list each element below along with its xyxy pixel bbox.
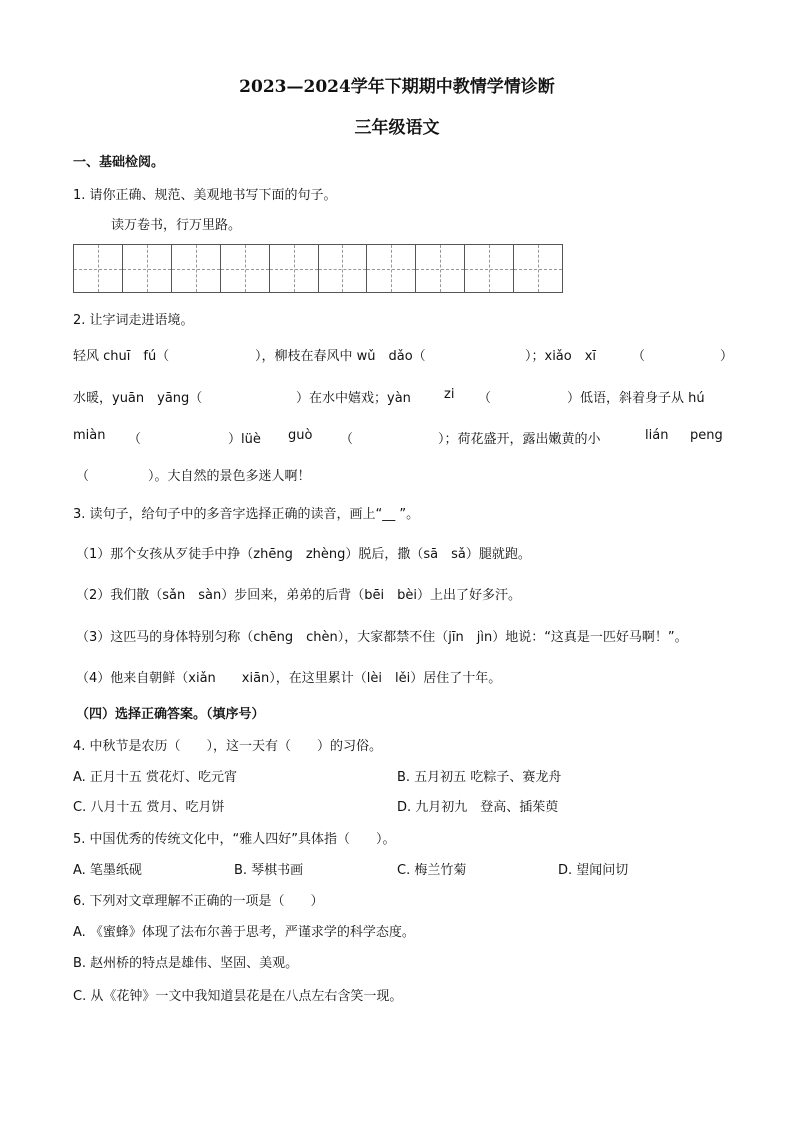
question-3-item: （3）这匹马的身体特别匀称（chēng chèn），大家都禁不住（jīn jìn）地说：“这真是一匹好马啊！”。 (76, 630, 688, 645)
writing-grid-cell[interactable] (123, 245, 172, 292)
q2-line1-seg: ），柳枝在春风中 wǔ dǎo（ (255, 349, 426, 364)
question-3-item: （2）我们散（sǎn sàn）步回来，弟弟的后背（bēi bèi）上出了好多汗。 (76, 588, 521, 603)
question-5-option-b[interactable]: B. 琴棋书画 (234, 863, 304, 878)
q2-line3-seg: ）；荷花盛开，露出嫩黄的小 (438, 432, 601, 447)
question-5-option-d[interactable]: D. 望闻问切 (558, 863, 629, 878)
q2-line1-seg: 轻风 chuī fú（ (73, 349, 170, 364)
question-4-option-d[interactable]: D. 九月初九 登高、插茱萸 (397, 800, 559, 815)
q2-line3-seg: lián (645, 428, 669, 443)
question-3-prompt: 3. 读句子，给句子中的多音字选择正确的读音，画上“__ ”。 (73, 507, 420, 522)
q2-line4-seg: ）。大自然的景色多迷人啊！ (148, 469, 311, 484)
writing-grid-cell[interactable] (172, 245, 221, 292)
question-1-prompt: 1. 请你正确、规范、美观地书写下面的句子。 (73, 188, 337, 203)
q2-line1-seg: （ (632, 349, 646, 364)
q2-line4-seg: （ (76, 469, 90, 484)
q2-line2-seg: ）在水中嬉戏；yàn (296, 391, 411, 406)
question-5-prompt: 5. 中国优秀的传统文化中，“雅人四好”具体指（ ）。 (73, 832, 396, 847)
question-5-option-a[interactable]: A. 笔墨纸砚 (73, 863, 142, 878)
question-6-prompt: 6. 下列对文章理解不正确的一项是（ ） (73, 894, 324, 909)
writing-grid-cell[interactable] (514, 245, 562, 292)
question-4-option-a[interactable]: A. 正月十五 赏花灯、吃元宵 (73, 770, 238, 785)
q2-line1-seg: ） (720, 349, 734, 364)
question-6-option-c[interactable]: C. 从《花钟》一文中我知道昙花是在八点左右含笑一现。 (73, 989, 403, 1004)
question-3-item: （1）那个女孩从歹徒手中挣（zhēng zhèng）脱后，撒（sā sǎ）腿就跑。 (76, 547, 531, 562)
q2-line3-seg: ）lüè (228, 432, 261, 447)
q2-line3-seg: （ (340, 432, 354, 447)
writing-grid-cell[interactable] (367, 245, 416, 292)
question-4-option-b[interactable]: B. 五月初五 吃粽子、赛龙舟 (397, 770, 562, 785)
q2-line2-seg: （ (478, 391, 492, 406)
writing-grid-cell[interactable] (221, 245, 270, 292)
question-5-option-c[interactable]: C. 梅兰竹菊 (397, 863, 467, 878)
section-heading-basics: 一、基础检阅。 (73, 155, 165, 170)
q2-line2-seg: ）低语，斜着身子从 hú (567, 391, 705, 406)
writing-grid-cell[interactable] (416, 245, 465, 292)
page-title: 2023—2024学年下期期中教情学情诊断 (239, 77, 555, 97)
question-6-option-b[interactable]: B. 赵州桥的特点是雄伟、坚固、美观。 (73, 956, 299, 971)
question-3-item: （4）他来自朝鲜（xiǎn xiān），在这里累计（lèi lěi）居住了十年。 (76, 671, 502, 686)
page-subtitle: 三年级语文 (354, 118, 440, 138)
q2-line1-seg: ）；xiǎo xī (525, 349, 597, 364)
q2-line3-seg: miàn (73, 428, 106, 443)
section-heading-choice: （四）选择正确答案。（填序号） (76, 707, 265, 722)
question-2-prompt: 2. 让字词走进语境。 (73, 313, 194, 328)
writing-grid-cell[interactable] (270, 245, 319, 292)
q2-line2-seg: zi (444, 387, 455, 402)
q2-line3-seg: peng (690, 428, 723, 443)
q2-line3-seg: guò (288, 428, 313, 443)
writing-grid-cell[interactable] (319, 245, 368, 292)
question-4-option-c[interactable]: C. 八月十五 赏月、吃月饼 (73, 800, 225, 815)
q2-line3-seg: （ (128, 432, 142, 447)
question-4-prompt: 4. 中秋节是农历（ ），这一天有（ ）的习俗。 (73, 739, 383, 754)
writing-grid-cell[interactable] (74, 245, 123, 292)
writing-grid-cell[interactable] (465, 245, 514, 292)
writing-grid[interactable] (73, 244, 563, 293)
question-6-option-a[interactable]: A. 《蜜蜂》体现了法布尔善于思考，严谨求学的科学态度。 (73, 925, 415, 940)
q2-line2-seg: 水暖，yuān yāng（ (73, 391, 203, 406)
question-1-sentence: 读万卷书，行万里路。 (111, 218, 242, 233)
